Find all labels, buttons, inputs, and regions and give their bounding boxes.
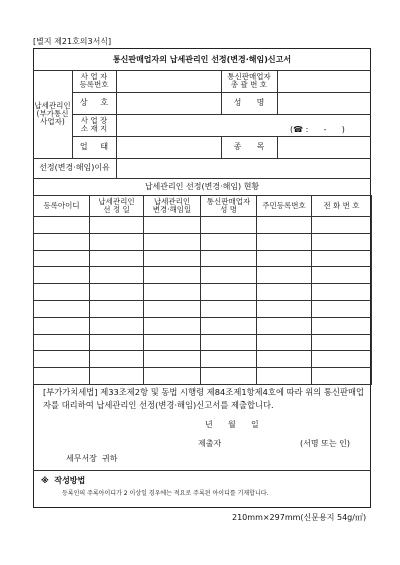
table-cell[interactable]: [312, 351, 372, 368]
table-row: [34, 351, 372, 368]
table-cell[interactable]: [257, 233, 312, 250]
table-row: [34, 300, 372, 317]
col-phone-header: 전 화 번 호: [312, 196, 372, 217]
table-cell[interactable]: [257, 317, 312, 334]
col-id-header: 등록아이디: [34, 196, 90, 217]
applicant-group-label: 납세관리인 (부가통신 사업자): [34, 101, 71, 126]
reason-field[interactable]: [117, 159, 370, 177]
status-header-row: [34, 196, 372, 217]
table-cell[interactable]: [312, 267, 372, 284]
table-cell[interactable]: [257, 250, 312, 267]
addressee: 세무서장 귀하: [66, 454, 118, 463]
table-cell[interactable]: [312, 233, 372, 250]
table-cell[interactable]: [257, 217, 312, 234]
table-cell[interactable]: [201, 317, 257, 334]
table-cell[interactable]: [144, 334, 201, 351]
form-title: 통신판매업자의 납세관리인 선정(변경·해임)신고서: [112, 54, 292, 64]
table-cell[interactable]: [144, 368, 201, 385]
table-cell[interactable]: [90, 334, 144, 351]
table-row: [34, 250, 372, 267]
table-cell[interactable]: [312, 368, 372, 385]
table-cell[interactable]: [201, 267, 257, 284]
table-cell[interactable]: [201, 250, 257, 267]
declaration-text: [부가가치세법] 제33조제2항 및 동법 시행령 제84조제1항제4호에 따라 위의 통신판매업자를 대리하여 납세관리인 선정(변경·해임)신고서를 제출합니다.: [43, 387, 364, 410]
reason-label: 선정(변경·해임)이유: [39, 163, 110, 172]
phone-text: (☎ : - ): [290, 125, 345, 134]
table-row: [34, 233, 372, 250]
table-row: [34, 317, 372, 334]
table-cell[interactable]: [34, 284, 90, 301]
table-cell[interactable]: [312, 284, 372, 301]
business-item-label: 종 목: [233, 142, 265, 151]
table-cell[interactable]: [257, 368, 312, 385]
ecommerce-reg-no-field[interactable]: [278, 71, 370, 91]
table-cell[interactable]: [257, 351, 312, 368]
business-reg-no-field[interactable]: [117, 71, 220, 91]
table-cell[interactable]: [312, 250, 372, 267]
business-reg-no-label: 사 업 자 등록번호: [79, 72, 109, 89]
table-cell[interactable]: [201, 284, 257, 301]
table-row: [34, 217, 372, 234]
table-cell[interactable]: [144, 233, 201, 250]
paper-spec: 210mm×297mm(신문용지 54g/㎡): [232, 513, 367, 522]
declaration-date: 년 월 일: [205, 420, 259, 429]
table-cell[interactable]: [144, 351, 201, 368]
table-cell[interactable]: [312, 217, 372, 234]
table-cell[interactable]: [34, 250, 90, 267]
table-cell[interactable]: [90, 300, 144, 317]
sign-note: (서명 또는 인): [300, 439, 350, 448]
table-cell[interactable]: [90, 250, 144, 267]
table-cell[interactable]: [201, 351, 257, 368]
table-cell[interactable]: [34, 351, 90, 368]
trade-name-label: 상 호: [79, 98, 109, 107]
table-cell[interactable]: [144, 300, 201, 317]
table-cell[interactable]: [257, 334, 312, 351]
status-table: [33, 195, 372, 385]
form-number: [별지 제21호의3서식]: [33, 37, 112, 46]
table-cell[interactable]: [34, 317, 90, 334]
table-cell[interactable]: [144, 217, 201, 234]
table-cell[interactable]: [90, 233, 144, 250]
table-cell[interactable]: [201, 233, 257, 250]
table-cell[interactable]: [257, 284, 312, 301]
table-cell[interactable]: [90, 317, 144, 334]
table-cell[interactable]: [90, 217, 144, 234]
ecommerce-reg-no-label: 통신판매업자 총 괄 번 호: [227, 72, 271, 89]
instructions-text: 등록인의 주록아이디가 2 이상일 경우에는 적요로 주록된 아이디를 기재합니다.: [62, 490, 269, 497]
address-label: 사 업 장 소 재 지: [80, 116, 108, 133]
table-row: [34, 368, 372, 385]
table-cell[interactable]: [201, 334, 257, 351]
table-row: [34, 334, 372, 351]
name-field[interactable]: [278, 93, 370, 113]
table-cell[interactable]: [312, 334, 372, 351]
table-cell[interactable]: [144, 317, 201, 334]
table-cell[interactable]: [144, 250, 201, 267]
business-type-field[interactable]: [117, 137, 220, 157]
table-cell[interactable]: [90, 267, 144, 284]
table-cell[interactable]: [201, 217, 257, 234]
table-cell[interactable]: [34, 368, 90, 385]
table-cell[interactable]: [34, 233, 90, 250]
table-cell[interactable]: [144, 284, 201, 301]
submitter-field[interactable]: [228, 436, 288, 448]
business-type-label: 업 태: [79, 142, 109, 151]
table-cell[interactable]: [201, 300, 257, 317]
col-changed-date-header: 납세관리인 변경·해임일: [144, 196, 201, 217]
col-resident-no-header: 주민등록번호: [257, 196, 312, 217]
table-cell[interactable]: [90, 368, 144, 385]
table-cell[interactable]: [34, 217, 90, 234]
table-cell[interactable]: [144, 267, 201, 284]
table-row: [34, 284, 372, 301]
name-label: 성 명: [233, 98, 265, 107]
business-item-field[interactable]: [278, 137, 370, 157]
table-cell[interactable]: [257, 267, 312, 284]
table-cell[interactable]: [257, 300, 312, 317]
table-cell[interactable]: [34, 267, 90, 284]
col-appointed-date-header: 납세관리인 선 정 일: [90, 196, 144, 217]
status-title: 납세관리인 선정(변경·해임) 현황: [144, 182, 260, 191]
col-merchant-name-header: 통신판매업자 성 명: [201, 196, 257, 217]
instructions-title: ※ 작성방법: [41, 476, 86, 485]
table-cell[interactable]: [312, 317, 372, 334]
table-cell[interactable]: [90, 351, 144, 368]
table-cell[interactable]: [90, 284, 144, 301]
table-cell[interactable]: [34, 334, 90, 351]
trade-name-field[interactable]: [117, 93, 220, 113]
table-cell[interactable]: [312, 300, 372, 317]
table-row: [34, 267, 372, 284]
table-cell[interactable]: [34, 300, 90, 317]
submitter-label: 제출자: [198, 439, 222, 448]
table-cell[interactable]: [201, 368, 257, 385]
